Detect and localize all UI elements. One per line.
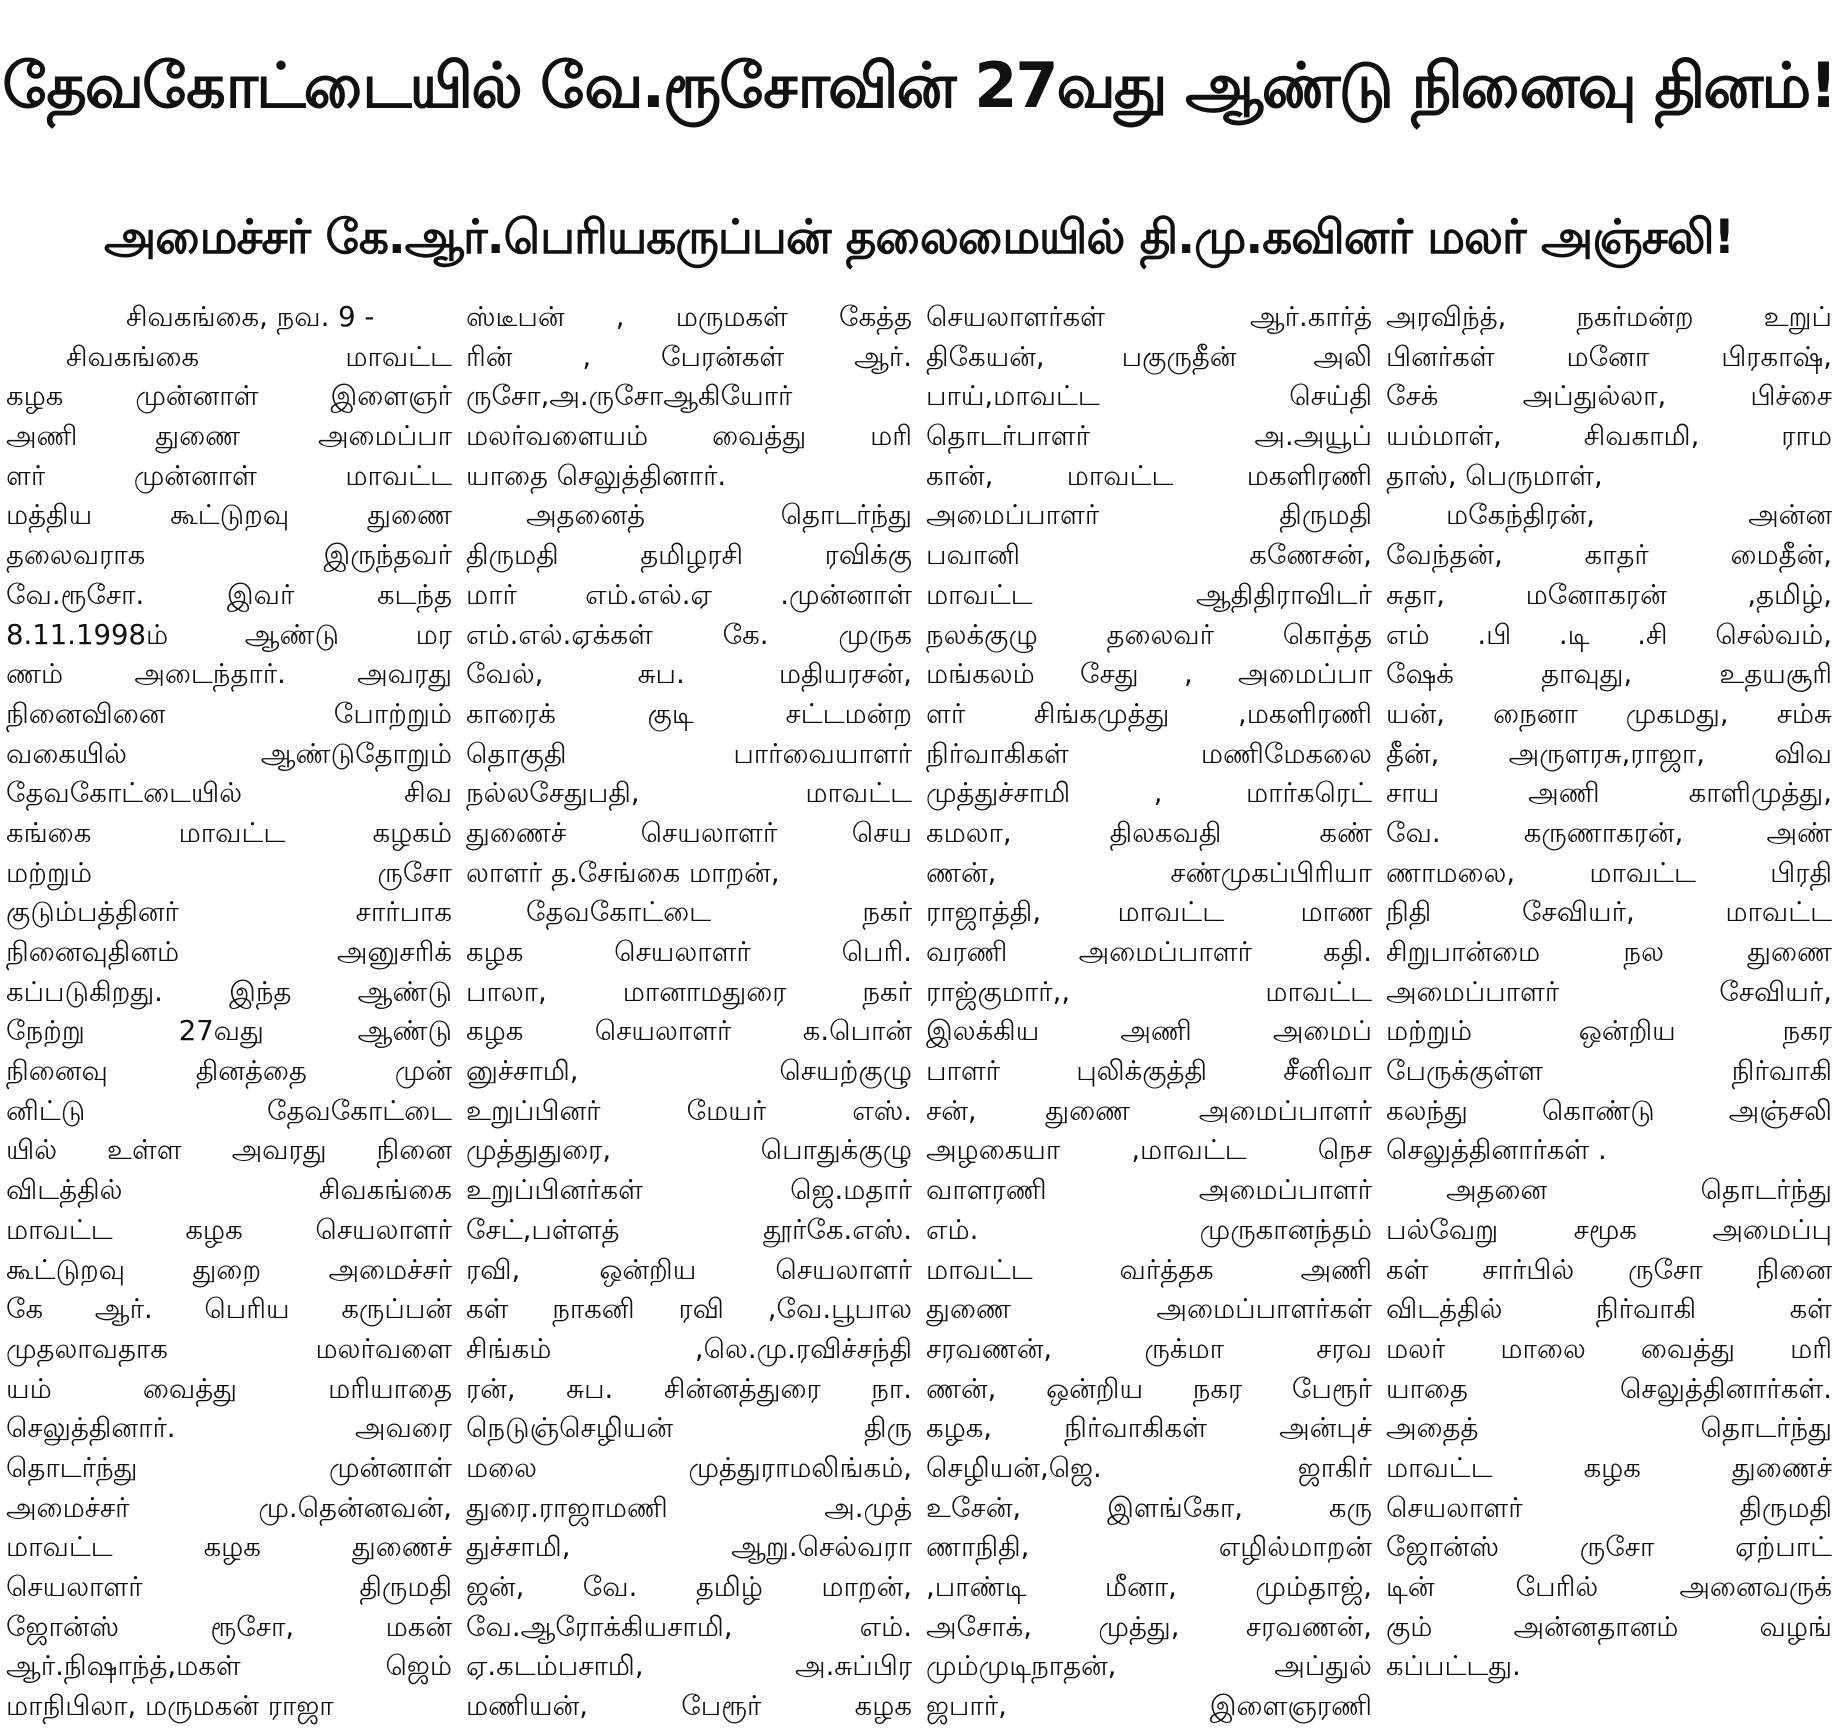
- article-line: சாய அணி காளிமுத்து,: [1386, 777, 1832, 810]
- article-line: கழக முன்னாள் இளைஞர்: [6, 380, 452, 413]
- article-line: நினைவு தினத்தை முன்: [6, 1055, 452, 1088]
- article-line: ஏ.கடம்பசாமி, அ.சுப்பிர: [466, 1650, 912, 1683]
- article-line: கான், மாவட்ட மகளிரணி: [926, 459, 1372, 492]
- article-line: நலக்குழு தலைவர் கொத்த: [926, 618, 1372, 651]
- article-line: தொடர்பாளர் அ.அயூப்: [926, 420, 1372, 453]
- article-line: செலுத்தினார். அவரை: [6, 1412, 452, 1445]
- article-line: ளர் முன்னாள் மாவட்ட: [6, 459, 452, 492]
- article-line: கே ஆர். பெரிய கருப்பன்: [6, 1293, 452, 1326]
- article-line: கூட்டுறவு துறை அமைச்சர்: [6, 1253, 452, 1286]
- article-line: ஷேக் தாவுது, உதயசூரி: [1386, 658, 1832, 691]
- article-line: மார் எம்.எல்.ஏ .முன்னாள்: [466, 578, 912, 611]
- article-line: கழக செயலாளர் பெரி.: [466, 936, 912, 968]
- article-line: அமைப்பாளர் திருமதி: [926, 499, 1372, 532]
- article-line: ரன், சுப. சின்னத்துரை நா.: [466, 1372, 912, 1405]
- article-line: கலந்து கொண்டு அஞ்சலி: [1386, 1094, 1832, 1127]
- article-line: அதனை தொடர்ந்து: [1446, 1174, 1832, 1207]
- article-line: சுதா, மனோகரன் ,தமிழ்,: [1386, 578, 1832, 611]
- article-line: வே. கருணாகரன், அண்: [1386, 816, 1832, 849]
- article-line: ரவி, ஒன்றிய செயலாளர்: [466, 1253, 912, 1286]
- article-line: ளர் சிங்கமுத்து ,மகளிரணி: [926, 697, 1372, 730]
- article-line: ணன், ஒன்றிய நகர பேரூர்: [926, 1372, 1372, 1405]
- article-line: அமைப்பாளர் சேவியர்,: [1386, 975, 1832, 1008]
- article-line: துணைச் செயலாளர் செய: [466, 816, 912, 849]
- article-line: விடத்தில் நிர்வாகி கள்: [1386, 1293, 1832, 1326]
- article-line: முத்துச்சாமி , மார்கரெட்: [926, 777, 1372, 810]
- article-line: நேற்று 27வது ஆண்டு: [6, 1015, 452, 1048]
- article-line: பல்வேறு சமூக அமைப்பு: [1386, 1213, 1832, 1246]
- article-column-1: [6, 298, 452, 1730]
- article-line: சிறுபான்மை நல துணை: [1386, 936, 1832, 968]
- article-line: மாவட்ட கழக துணைச்: [1386, 1451, 1832, 1484]
- article-line: கப்படுகிறது. இந்த ஆண்டு: [6, 975, 452, 1008]
- article-line: நிர்வாகிகள் மணிமேகலை: [926, 737, 1372, 770]
- article-column-4: [1386, 298, 1832, 1730]
- article-line: வே.ரூசோ. இவர் கடந்த: [6, 578, 452, 611]
- article-line: முத்துதுரை, பொதுக்குழு: [466, 1134, 912, 1167]
- article-line: லாளர் த.சேங்கை மாறன்,: [466, 856, 780, 889]
- article-line: துணை அமைப்பாளர்கள்: [926, 1293, 1372, 1326]
- article-line: செயலாளர்கள் ஆர்.கார்த்: [926, 301, 1372, 333]
- article-line: பவானி கணேசன்,: [926, 539, 1372, 572]
- article-line: ணாமலை, மாவட்ட பிரதி: [1386, 856, 1832, 889]
- article-line: யில் உள்ள அவரது நினை: [6, 1134, 452, 1167]
- article-line: மற்றும் ருசோ: [6, 856, 452, 889]
- article-line: நெடுஞ்செழியன் திரு: [466, 1412, 912, 1445]
- article-line: யம்மாள், சிவகாமி, ராம: [1386, 420, 1832, 453]
- article-line: கும் அன்னதானம் வழங்: [1386, 1610, 1832, 1643]
- article-line: அதைத் தொடர்ந்து: [1386, 1412, 1832, 1445]
- article-line: எம் .பி .டி .சி செல்வம்,: [1386, 618, 1832, 651]
- article-line: தேவகோட்டை நகர்: [526, 896, 912, 929]
- article-line: உறுப்பினர் மேயர் எஸ்.: [466, 1094, 912, 1127]
- article-line: நினைவினை போற்றும்: [6, 697, 452, 730]
- article-line: செழியன்,ஜெ. ஜாகிர்: [926, 1451, 1372, 1484]
- article-line: மாவட்ட வர்த்தக அணி: [926, 1253, 1372, 1286]
- article-line: பினர்கள் மனோ பிரகாஷ்,: [1386, 340, 1832, 373]
- article-line: செலுத்தினார்கள் .: [1386, 1134, 1607, 1167]
- article-line: வேல், சுப. மதியரசன்,: [466, 658, 912, 691]
- article-line: சரவணன், ருக்மா சரவ: [926, 1332, 1372, 1365]
- article-line: குடும்பத்தினர் சார்பாக: [6, 896, 452, 929]
- article-line: துச்சாமி, ஆறு.செல்வரா: [466, 1531, 912, 1564]
- article-line: தீன், அருளரசு,ராஜா, விவ: [1386, 737, 1832, 770]
- article-line: செயலாளர் திருமதி: [6, 1571, 452, 1603]
- article-column-2: [466, 298, 912, 1730]
- article-line: கழக செயலாளர் க.பொன்: [466, 1015, 912, 1048]
- article-line: அமைச்சர் மு.தென்னவன்,: [6, 1491, 452, 1524]
- article-line: ணம் அடைந்தார். அவரது: [6, 658, 452, 691]
- article-line: சிவகங்கை மாவட்ட: [66, 340, 452, 373]
- article-line: மகேந்திரன், அன்ன: [1446, 499, 1832, 532]
- article-line: தேவகோட்டையில் சிவ: [6, 777, 452, 810]
- article-line: நிதி சேவியர், மாவட்ட: [1386, 896, 1832, 929]
- article-line: பாளர் புலிக்குத்தி சீனிவா: [926, 1055, 1372, 1088]
- article-line: மாவட்ட ஆதிதிராவிடர்: [926, 578, 1372, 611]
- article-line: ஆர்.நிஷாந்த்,மகள் ஜெம்: [6, 1650, 452, 1683]
- article-body: [6, 298, 1832, 1730]
- article-line: ஜன், வே. தமிழ் மாறன்,: [466, 1571, 912, 1603]
- article-line: அழகையா ,மாவட்ட நெச: [926, 1134, 1372, 1167]
- article-line: மும்முடிநாதன், அப்துல்: [926, 1650, 1372, 1683]
- article-line: எம்.எல்.ஏக்கள் கே. முருக: [466, 618, 912, 651]
- article-line: ஜோன்ஸ் ருசோ ஏற்பாட்: [1386, 1531, 1832, 1564]
- article-line: மாவட்ட கழக துணைச்: [6, 1531, 452, 1564]
- article-line: திகேயன், பகுருதீன் அலி: [926, 340, 1372, 373]
- article-line: கள் சார்பில் ருசோ நினை: [1386, 1253, 1832, 1286]
- article-line: டின் பேரில் அனைவருக்: [1386, 1571, 1832, 1603]
- article-line: தாஸ், பெருமாள்,: [1386, 459, 1603, 492]
- article-line: அரவிந்த், நகர்மன்ற உறுப்: [1386, 301, 1832, 333]
- article-line: தொடர்ந்து முன்னாள்: [6, 1451, 452, 1484]
- article-line: கழக, நிர்வாகிகள் அன்புச்: [926, 1412, 1372, 1445]
- article-line: அணி துணை அமைப்பா: [6, 420, 452, 453]
- article-line: பாய்,மாவட்ட செய்தி: [926, 380, 1372, 413]
- article-line: னுச்சாமி, செயற்குழு: [466, 1055, 912, 1088]
- article-line: ரின் , பேரன்கள் ஆர்.: [466, 340, 912, 373]
- article-line: செயலாளர் திருமதி: [1386, 1491, 1832, 1524]
- article-line: வே.ஆரோக்கியசாமி, எம்.: [466, 1610, 912, 1643]
- article-line: சிங்கம் ,லெ.மு.ரவிச்சந்தி: [466, 1332, 912, 1365]
- article-line: அசோக், முத்து, சரவணன்,: [926, 1610, 1372, 1643]
- article-line: கமலா, திலகவதி கண்: [926, 816, 1372, 849]
- article-line: பேருக்குள்ள நிர்வாகி: [1386, 1055, 1832, 1088]
- article-line: மலர் மாலை வைத்து மரி: [1386, 1332, 1832, 1365]
- article-line: ஜபார், இளைஞரணி: [926, 1690, 1372, 1723]
- article-line: னிட்டு தேவகோட்டை: [6, 1094, 452, 1127]
- article-line: மலை முத்துராமலிங்கம்,: [466, 1451, 912, 1484]
- subheadline: அமைச்சர் கே.ஆர்.பெரியகருப்பன் தலைமையில் தி.மு.கவினர் மலர் அஞ்சலி!: [103, 210, 1735, 265]
- article-line: சிவகங்கை, நவ. 9 -: [126, 301, 375, 333]
- article-line: கப்பட்டது.: [1386, 1650, 1521, 1683]
- article-line: நினைவுதினம் அனுசரிக்: [6, 936, 452, 968]
- article-column-3: [926, 298, 1372, 1730]
- article-line: ராஜ்குமார்,, மாவட்ட: [926, 975, 1372, 1008]
- article-line: ணாநிதி, எழில்மாறன்: [926, 1531, 1372, 1564]
- article-line: யன், நைனா முகமது, சம்சு: [1386, 697, 1832, 730]
- article-line: வரணி அமைப்பாளர் கதி.: [926, 936, 1372, 968]
- article-line: சேக் அப்துல்லா, பிச்சை: [1386, 380, 1832, 413]
- article-line: கள் நாகனி ரவி ,வே.பூபால: [466, 1293, 912, 1326]
- article-line: மற்றும் ஒன்றிய நகர: [1386, 1015, 1832, 1048]
- article-line: ராஜாத்தி, மாவட்ட மாண: [926, 896, 1372, 929]
- article-line: சன், துணை அமைப்பாளர்: [926, 1094, 1372, 1127]
- article-line: திருமதி தமிழரசி ரவிக்கு: [466, 539, 912, 572]
- article-line: பாலா, மானாமதுரை நகர்: [466, 975, 912, 1008]
- article-line: நல்லசேதுபதி, மாவட்ட: [466, 777, 912, 810]
- article-line: விடத்தில் சிவகங்கை: [6, 1174, 452, 1207]
- article-line: யம் வைத்து மரியாதை: [6, 1372, 452, 1405]
- article-line: ணன், சண்முகப்பிரியா: [926, 856, 1372, 889]
- article-line: மலர்வளையம் வைத்து மரி: [466, 420, 912, 453]
- article-line: ருசோ,அ.ருசோஆகியோர்: [466, 380, 793, 413]
- article-line: மாவட்ட கழக செயலாளர்: [6, 1213, 452, 1246]
- article-line: யாதை செலுத்தினார்கள்.: [1386, 1372, 1832, 1405]
- article-line: தொகுதி பார்வையாளர்: [466, 737, 912, 770]
- article-line: மாநிபிலா, மருமகன் ராஜா: [6, 1690, 334, 1723]
- article-line: காரைக் குடி சட்டமன்ற: [466, 697, 912, 730]
- article-line: தலைவராக இருந்தவர்: [6, 539, 452, 572]
- article-line: கங்கை மாவட்ட கழகம்: [6, 816, 452, 849]
- article-line: சேட்,பள்ளத் தூர்கே.எஸ்.: [466, 1213, 912, 1246]
- article-line: 8.11.1998ம் ஆண்டு மர: [6, 618, 452, 651]
- article-line: வகையில் ஆண்டுதோறும்: [6, 737, 452, 770]
- article-line: துரை.ராஜாமணி அ.முத்: [466, 1491, 912, 1524]
- article-line: உசேன், இளங்கோ, கரு: [926, 1491, 1372, 1524]
- article-line: ,பாண்டி மீனா, மும்தாஜ்,: [926, 1571, 1372, 1603]
- article-line: ஸ்டீபன் , மருமகள் கேத்த: [466, 301, 912, 333]
- article-line: அதனைத் தொடர்ந்து: [526, 499, 912, 532]
- article-line: முதலாவதாக மலர்வளை: [6, 1332, 452, 1365]
- article-line: உறுப்பினர்கள் ஜெ.மதார்: [466, 1174, 912, 1207]
- article-line: எம். முருகானந்தம்: [926, 1213, 1372, 1246]
- article-line: வாளரணி அமைப்பாளர்: [926, 1174, 1372, 1207]
- article-line: மங்கலம் சேது , அமைப்பா: [926, 658, 1372, 691]
- article-line: ஜோன்ஸ் ரூசோ, மகன்: [6, 1610, 452, 1643]
- article-line: மத்திய கூட்டுறவு துணை: [6, 499, 452, 532]
- article-line: இலக்கிய அணி அமைப்: [926, 1015, 1372, 1048]
- headline: தேவகோட்டையில் வே.ரூசோவின் 27வது ஆண்டு நினைவு தினம்!: [2, 49, 1836, 122]
- article-line: மணியன், பேரூர் கழக: [466, 1690, 912, 1723]
- article-line: வேந்தன், காதர் மைதீன்,: [1386, 539, 1832, 572]
- article-line: யாதை செலுத்தினார்.: [466, 459, 727, 492]
